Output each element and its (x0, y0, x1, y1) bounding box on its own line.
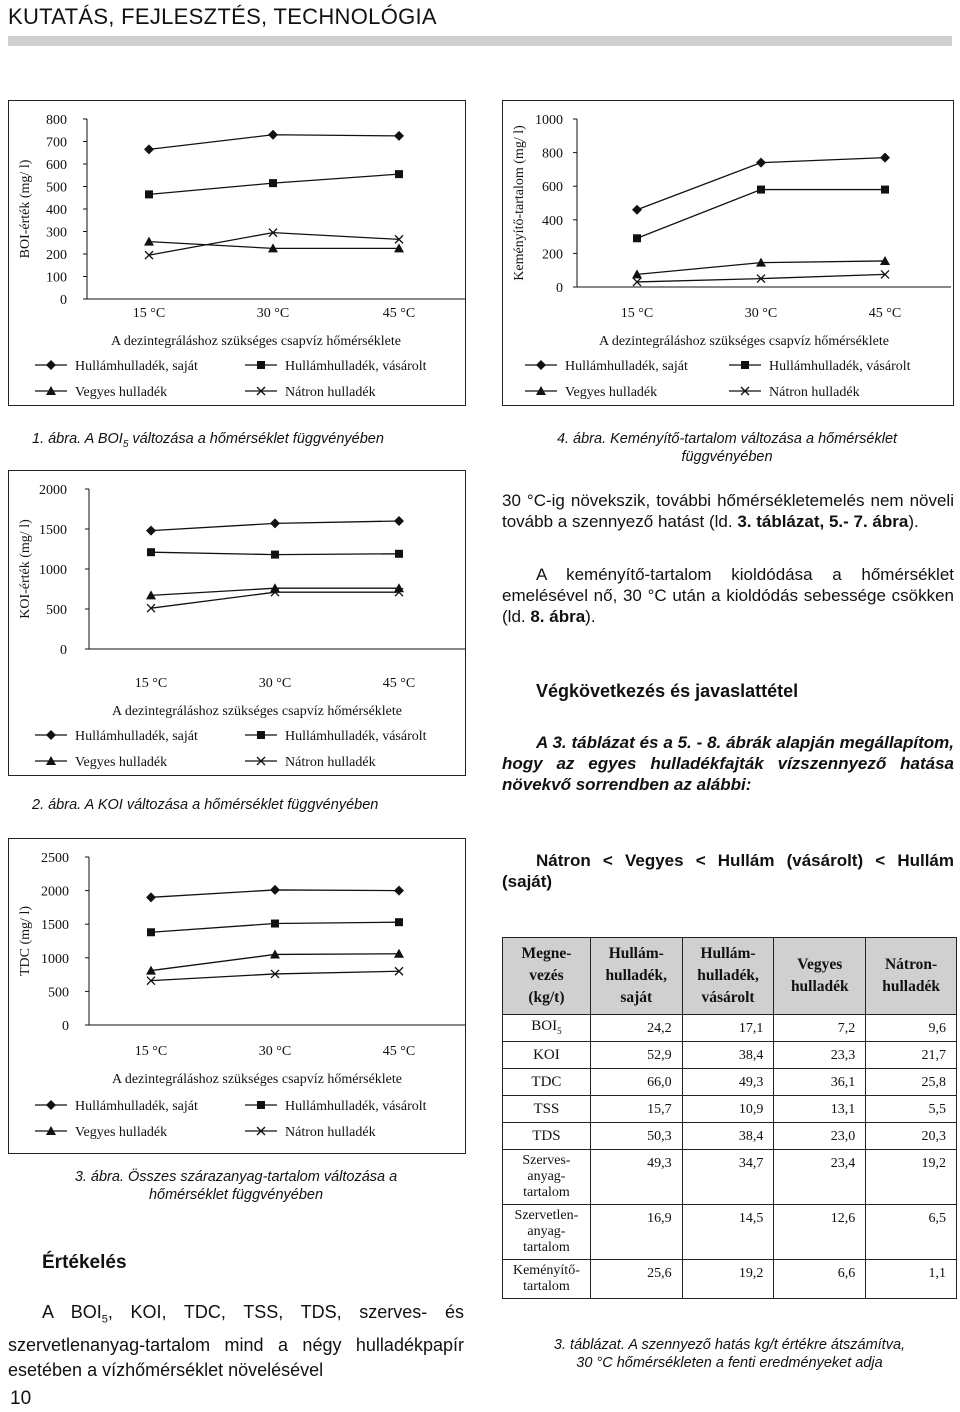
table-header-cell (774, 938, 866, 1015)
data-point (394, 131, 404, 141)
legend-entry-1 (245, 1099, 427, 1114)
table-row (503, 1123, 957, 1150)
caption-table3 (502, 1336, 957, 1372)
y-tick-label: 1500 (41, 918, 69, 934)
table-row (503, 1042, 957, 1069)
legend-label: Vegyes hulladék (75, 385, 168, 400)
data-point (268, 130, 278, 140)
table-cell: 10,9 (682, 1096, 774, 1123)
table-header-line: (kg/t) (528, 989, 565, 1006)
evaluation-text-a: A BOI (42, 1302, 102, 1322)
legend-entry-3 (245, 385, 376, 400)
y-tick-label: 2000 (41, 884, 69, 900)
row-label-text: BOI (531, 1017, 558, 1034)
table-row (503, 1150, 957, 1205)
legend-entry-3 (245, 755, 376, 770)
y-tick-label: 600 (46, 158, 67, 173)
legend-label: Hullámhulladék, saját (75, 359, 198, 374)
caption-fig3 (8, 1168, 464, 1204)
table-header-cell (503, 938, 591, 1015)
legend-label: Nátron hulladék (285, 385, 376, 400)
legend-marker (536, 360, 546, 370)
p1-text-a: 30 °C-ig növekszik, további hőmérsékletemelés nem növeli tovább a szennyező hatást (ld. (502, 491, 954, 531)
legend-entry-0 (35, 359, 198, 374)
header-title: KUTATÁS, FEJLESZTÉS, TECHNOLÓGIA (8, 4, 437, 29)
data-point (881, 186, 889, 194)
legend-label: Vegyes hulladék (75, 755, 168, 770)
table-header-line: hulladék (790, 978, 849, 995)
table-row-label (503, 1123, 591, 1150)
y-axis-label: BOI-érték (mg/ l) (18, 159, 33, 259)
legend-label: Hullámhulladék, vásárolt (285, 729, 427, 744)
table-cell: 6,6 (774, 1260, 866, 1299)
results-paragraph-1 (502, 490, 954, 532)
table-header-line: Vegyes (797, 956, 843, 973)
y-tick-label: 400 (46, 203, 67, 218)
legend-label: Vegyes hulladék (75, 1125, 168, 1140)
legend-label: Nátron hulladék (285, 755, 376, 770)
table-header-line: Hullám- (700, 945, 756, 962)
data-point (395, 550, 403, 558)
table-header-line: hulladék, (697, 967, 759, 984)
series-line (637, 190, 885, 239)
evaluation-text (8, 1300, 464, 1383)
series-0 (144, 130, 404, 155)
y-axis-label: TDC (mg/ l) (18, 906, 33, 976)
y-tick-label: 2000 (39, 483, 67, 498)
table-cell: 5,5 (866, 1096, 957, 1123)
table-header-line: hulladék, (605, 967, 668, 984)
row-label-text: TDS (532, 1128, 561, 1144)
row-label-sub: 5 (557, 1025, 562, 1036)
y-tick-label: 600 (542, 180, 563, 196)
caption-table3-line2: 30 °C hőmérsékleten a fenti eredményeket adja (576, 1355, 883, 1371)
p2-text-c: ). (585, 607, 596, 626)
p1-text-c: ). (908, 512, 919, 531)
row-label-line: anyag- (527, 1224, 566, 1239)
y-axis-label: Keményítő-tartalom (mg/ l) (512, 125, 527, 281)
x-tick-label: 45 °C (382, 306, 416, 321)
table-cell: 16,9 (590, 1205, 682, 1260)
y-tick-label: 100 (46, 270, 67, 286)
caption-fig4-line1: 4. ábra. Keményítő-tartalom változása a hőmérséklet (556, 431, 898, 447)
chart-tdc-svg (9, 839, 465, 1153)
table-cell: 1,1 (866, 1260, 957, 1299)
table-cell: 34,7 (682, 1150, 774, 1205)
data-point (270, 885, 280, 895)
legend-entry-0 (35, 1099, 198, 1114)
results-paragraph-2 (502, 564, 954, 627)
y-tick-label: 500 (48, 985, 69, 1001)
y-tick-label: 800 (542, 146, 563, 162)
y-tick-label: 0 (62, 1019, 69, 1034)
series-line (151, 592, 399, 608)
table-cell: 52,9 (590, 1042, 682, 1069)
table-header-line: hulladék (882, 978, 940, 995)
table-cell: 17,1 (682, 1015, 774, 1042)
y-tick-label: 1000 (39, 563, 67, 578)
y-tick-label: 0 (60, 293, 67, 308)
row-label-line: tartalom (523, 1279, 570, 1294)
caption-fig3-line2: hőmérséklet függvényében (148, 1187, 324, 1203)
row-label-line: tartalom (523, 1185, 570, 1200)
table-row (503, 1260, 957, 1299)
chart-boi-svg (9, 101, 465, 405)
x-axis-label: A dezintegráláshoz szükséges csapvíz hőmérséklete (111, 1072, 403, 1087)
table-header-line: vásárolt (701, 989, 755, 1006)
x-axis-label: A dezintegráláshoz szükséges csapvíz hőmérséklete (598, 334, 890, 349)
data-point (270, 518, 280, 528)
y-tick-label: 2500 (41, 851, 69, 866)
data-point (880, 153, 890, 163)
caption-fig4 (502, 430, 952, 466)
x-tick-label: 30 °C (258, 1044, 292, 1059)
table-row-label (503, 1150, 591, 1205)
row-label-line: Szervetlen- (514, 1208, 579, 1223)
data-point (146, 526, 156, 536)
legend-marker (257, 731, 265, 739)
legend-entry-0 (35, 729, 198, 744)
data-point (145, 190, 153, 198)
series-1 (147, 918, 403, 936)
table-header-line: Nátron- (884, 956, 938, 973)
series-0 (632, 153, 890, 215)
legend-marker (46, 360, 56, 370)
data-point (147, 928, 155, 936)
data-point (757, 186, 765, 194)
p2-text-a: A keményítő-tartalom kioldódása a hőmérséklet emelésével nő, 30 °C után a kioldódás sebessége csökken (ld. (502, 565, 954, 626)
series-2 (144, 237, 404, 253)
legend-marker (257, 361, 265, 369)
evaluation-text-b: , KOI, TDC, TSS, TDS, szerves- és szervetlenanyag-tartalom mind a négy hulladékpapír esetében a vízhőmérséklet növelésével (8, 1302, 464, 1380)
conclusion-order: Nátron < Vegyes < Hullám (vásárolt) < Hullám (saját) (502, 851, 954, 891)
legend-label: Hullámhulladék, saját (75, 1099, 198, 1114)
table-cell: 66,0 (590, 1069, 682, 1096)
chart-koi-group (18, 483, 465, 770)
x-axis-label: A dezintegráláshoz szükséges csapvíz hőmérséklete (111, 704, 403, 719)
y-tick-label: 700 (46, 135, 67, 151)
table-row (503, 1096, 957, 1123)
results-table (502, 937, 957, 1299)
legend-entry-2 (35, 385, 167, 400)
x-tick-label: 30 °C (256, 306, 290, 321)
x-tick-label: 30 °C (744, 306, 778, 321)
data-point (632, 205, 642, 215)
table-row-label (503, 1096, 591, 1123)
caption-fig1-prefix: 1. ábra. A BOI (32, 431, 123, 447)
table-row-label (503, 1260, 591, 1299)
legend-label: Hullámhulladék, vásárolt (285, 1099, 427, 1114)
data-point (394, 516, 404, 526)
caption-table3-line1: 3. táblázat. A szennyező hatás kg/t értékre átszámítva, (553, 1337, 906, 1353)
legend-label: Nátron hulladék (769, 385, 860, 400)
chart-boi (8, 100, 466, 406)
evaluation-text-sub: 5 (101, 1313, 108, 1326)
table-cell: 6,5 (866, 1205, 957, 1260)
row-label-line: Keményítő- (512, 1263, 580, 1278)
x-tick-label: 15 °C (620, 306, 654, 321)
x-tick-label: 15 °C (134, 1044, 168, 1059)
series-line (151, 971, 399, 980)
table-row (503, 1015, 957, 1042)
table-cell: 21,7 (866, 1042, 957, 1069)
y-tick-label: 300 (46, 225, 67, 241)
table-row-label (503, 1015, 591, 1042)
table-header-cell (590, 938, 682, 1015)
caption-fig1-sub: 5 (122, 438, 129, 450)
legend-entry-2 (525, 385, 657, 400)
chart-tdc-group (18, 851, 465, 1140)
legend-label: Vegyes hulladék (565, 385, 658, 400)
series-3 (147, 588, 403, 612)
table-header-line: Hullám- (608, 945, 664, 962)
y-tick-label: 1000 (535, 113, 563, 128)
data-point (144, 237, 154, 246)
y-tick-label: 200 (542, 247, 563, 263)
table-row (503, 1069, 957, 1096)
table-cell: 50,3 (590, 1123, 682, 1150)
x-axis-label: A dezintegráláshoz szükséges csapvíz hőmérséklete (110, 334, 402, 349)
table-header-line: vezés (529, 967, 564, 984)
data-point (269, 179, 277, 187)
table-cell: 23,0 (774, 1123, 866, 1150)
page-number: 10 (10, 1388, 32, 1409)
legend-entry-1 (729, 359, 911, 374)
y-tick-label: 400 (542, 213, 563, 229)
y-tick-label: 800 (46, 113, 67, 128)
p1-text-ref: 3. táblázat, 5.- 7. ábra (737, 512, 909, 531)
legend-entry-3 (245, 1125, 376, 1140)
table-cell: 20,3 (866, 1123, 957, 1150)
legend-marker (46, 730, 56, 740)
table-row-label (503, 1042, 591, 1069)
table-header-line: saját (620, 989, 653, 1006)
row-label-line: anyag- (527, 1169, 566, 1184)
table-cell: 12,6 (774, 1205, 866, 1260)
table-cell: 15,7 (590, 1096, 682, 1123)
data-point (144, 144, 154, 154)
table-cell: 36,1 (774, 1069, 866, 1096)
data-point (633, 234, 641, 242)
table-header-cell (866, 938, 957, 1015)
table-cell: 13,1 (774, 1096, 866, 1123)
table-cell: 38,4 (682, 1123, 774, 1150)
table-cell: 14,5 (682, 1205, 774, 1260)
data-point (271, 920, 279, 928)
legend-marker (46, 1100, 56, 1110)
table-cell: 49,3 (590, 1150, 682, 1205)
table-cell: 25,6 (590, 1260, 682, 1299)
x-tick-label: 30 °C (258, 676, 292, 691)
y-tick-label: 0 (556, 281, 563, 296)
series-1 (633, 186, 889, 243)
legend-entry-3 (729, 385, 860, 400)
x-tick-label: 45 °C (382, 1044, 416, 1059)
table-cell: 19,2 (866, 1150, 957, 1205)
data-point (395, 918, 403, 926)
page-header (8, 0, 952, 46)
series-1 (147, 548, 403, 558)
table-cell: 23,4 (774, 1150, 866, 1205)
legend-entry-0 (525, 359, 688, 374)
x-tick-label: 45 °C (382, 676, 416, 691)
chart-boi-group (18, 113, 465, 400)
series-1 (145, 170, 403, 198)
y-tick-label: 1000 (41, 951, 69, 967)
series-3 (633, 270, 889, 286)
y-tick-label: 0 (60, 643, 67, 658)
data-point (146, 892, 156, 902)
table-cell: 7,2 (774, 1015, 866, 1042)
y-tick-label: 1500 (39, 523, 67, 538)
data-point (394, 886, 404, 896)
table-header-cell (682, 938, 774, 1015)
legend-label: Nátron hulladék (285, 1125, 376, 1140)
chart-kemenyito-svg (503, 101, 953, 405)
table-cell: 19,2 (682, 1260, 774, 1299)
row-label-line: Szerves- (522, 1153, 571, 1168)
y-tick-label: 200 (46, 248, 67, 263)
x-tick-label: 15 °C (132, 306, 166, 321)
series-0 (146, 885, 404, 902)
y-axis-label: KOI-érték (mg/ l) (18, 519, 33, 619)
chart-kemenyito (502, 100, 954, 406)
legend-entry-1 (245, 359, 427, 374)
data-point (756, 158, 766, 168)
table-cell: 23,3 (774, 1042, 866, 1069)
caption-fig4-line2: függvényében (681, 449, 773, 465)
legend-marker (741, 361, 749, 369)
table-header-line: Megne- (521, 945, 572, 962)
legend-label: Hullámhulladék, saját (75, 729, 198, 744)
table-body (503, 1015, 957, 1299)
row-label-text: TSS (533, 1101, 560, 1117)
table-cell: 49,3 (682, 1069, 774, 1096)
caption-fig1-suffix: változása a hőmérséklet függvényében (128, 431, 384, 447)
conclusion-heading: Végkövetkezés és javaslattétel (536, 681, 799, 701)
row-label-line: tartalom (523, 1240, 570, 1255)
legend-marker (257, 1101, 265, 1109)
caption-fig3-line1: 3. ábra. Összes szárazanyag-tartalom változása a (74, 1169, 398, 1185)
caption-fig2: 2. ábra. A KOI változása a hőmérséklet függvényében (32, 797, 379, 813)
series-3 (147, 967, 403, 984)
table-row (503, 1205, 957, 1260)
data-point (147, 548, 155, 556)
y-tick-label: 500 (46, 180, 67, 196)
legend-entry-1 (245, 729, 427, 744)
conclusion-statement: A 3. táblázat és a 5. - 8. ábrák alapján megállapítom, hogy az egyes hulladékfajták vízszennyező hatása növekvő sorrendben az alábbi: (502, 733, 954, 794)
chart-koi (8, 470, 466, 776)
table-row-label (503, 1069, 591, 1096)
x-tick-label: 15 °C (134, 676, 168, 691)
y-tick-label: 500 (46, 603, 67, 618)
series-2 (146, 949, 404, 975)
x-tick-label: 45 °C (868, 306, 902, 321)
row-label-text: KOI (533, 1047, 560, 1063)
table-row-label (503, 1205, 591, 1260)
legend-label: Hullámhulladék, vásárolt (769, 359, 911, 374)
table-cell: 38,4 (682, 1042, 774, 1069)
chart-kemenyito-group (512, 113, 951, 400)
legend-label: Hullámhulladék, vásárolt (285, 359, 427, 374)
p2-text-ref: 8. ábra (530, 607, 586, 626)
table-header-row (503, 938, 957, 1015)
series-0 (146, 516, 404, 536)
legend-label: Hullámhulladék, saját (565, 359, 688, 374)
data-point (395, 170, 403, 178)
header-rule (8, 36, 952, 46)
evaluation-heading: Értékelés (42, 1252, 127, 1273)
table-cell: 25,8 (866, 1069, 957, 1096)
table-cell: 9,6 (866, 1015, 957, 1042)
chart-koi-svg (9, 471, 465, 775)
row-label-text: TDC (531, 1074, 562, 1090)
data-point (271, 551, 279, 559)
legend-entry-2 (35, 1125, 167, 1140)
chart-tdc (8, 838, 466, 1154)
table-cell: 24,2 (590, 1015, 682, 1042)
legend-entry-2 (35, 755, 167, 770)
caption-fig1 (32, 430, 384, 454)
